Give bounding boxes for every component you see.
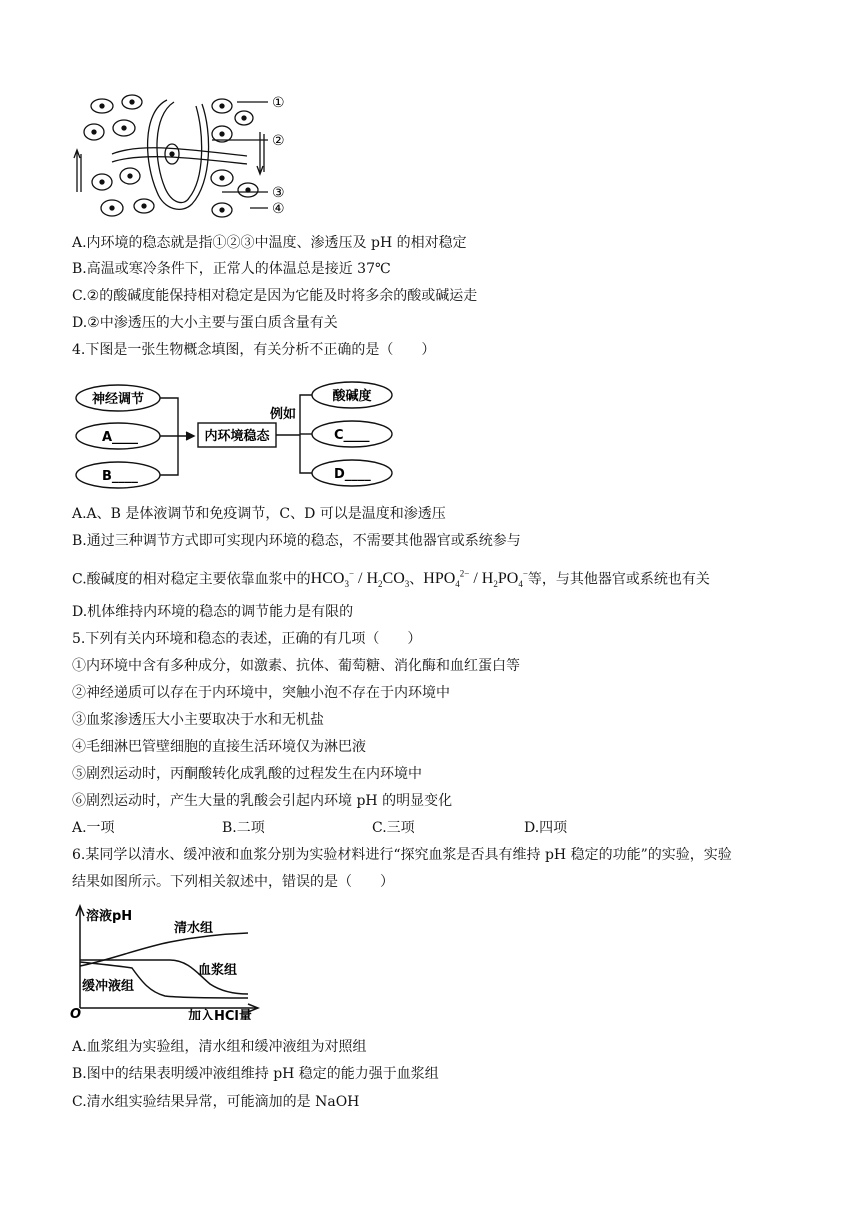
- q5-option-a: A.一项: [72, 820, 115, 836]
- q3-option-c: C.②的酸碱度能保持相对稳定是因为它能及时将多余的酸或碱运走: [72, 288, 478, 304]
- ph-graph: [70, 904, 270, 1020]
- q4-option-d: D.机体维持内环境的稳态的调节能力是有限的: [72, 604, 354, 620]
- q3-option-a: A.内环境的稳态就是指①②③中温度、渗透压及 pH 的相对稳定: [72, 235, 467, 251]
- graph-ylabel: 溶液pH: [86, 909, 133, 924]
- formula-bicarbonate: $HCO_3^- / H_2CO_3$: [310, 569, 410, 590]
- label-1: ①: [272, 95, 285, 111]
- label-4: ④: [272, 201, 285, 217]
- q5-item-4: ④毛细淋巴管壁细胞的直接生活环境仅为淋巴液: [72, 739, 366, 755]
- q5-option-b: B.二项: [222, 820, 265, 836]
- label-3: ③: [272, 185, 285, 201]
- q5-item-6: ⑥剧烈运动时，产生大量的乳酸会引起内环境 pH 的明显变化: [72, 793, 453, 809]
- label-2: ②: [272, 133, 285, 149]
- map-a: A____: [102, 430, 139, 445]
- series-plasma: 血浆组: [198, 963, 238, 978]
- q5-option-d: D.四项: [524, 820, 568, 836]
- q5-item-1: ①内环境中含有多种成分，如激素、抗体、葡萄糖、消化酶和血红蛋白等: [72, 658, 520, 674]
- tissue-figure: [72, 92, 302, 226]
- water-curve: [80, 933, 248, 966]
- q5-item-2: ②神经递质可以存在于内环境中，突触小泡不存在于内环境中: [72, 685, 450, 701]
- concept-map: [72, 378, 402, 496]
- series-water: 清水组: [174, 921, 214, 936]
- map-c: C____: [334, 428, 370, 443]
- formula-phosphate: $HPO_4^{2-} / H_2PO_4^-$: [423, 569, 528, 590]
- q4-option-b: B.通过三种调节方式即可实现内环境的稳态，不需要其他器官或系统参与: [72, 533, 521, 549]
- map-d: D____: [334, 467, 371, 482]
- series-buffer: 缓冲液组: [82, 979, 135, 994]
- q4-option-a: A.A、B 是体液调节和免疫调节，C、D 可以是温度和渗透压: [72, 506, 446, 522]
- q6-option-b: B.图中的结果表明缓冲液组维持 pH 稳定的能力强于血浆组: [72, 1066, 439, 1082]
- map-neural-regulation: 神经调节: [91, 392, 145, 407]
- graph-origin: O: [70, 1007, 82, 1020]
- q6-option-a: A.血浆组为实验组，清水组和缓冲液组为对照组: [72, 1039, 367, 1055]
- q5-item-3: ③血浆渗透压大小主要取决于水和无机盐: [72, 712, 324, 728]
- q3-option-b: B.高温或寒冷条件下，正常人的体温总是接近 37℃: [72, 261, 391, 277]
- map-ph: 酸碱度: [332, 389, 372, 404]
- q4-stem: 4.下图是一张生物概念填图，有关分析不正确的是（ ）: [72, 342, 436, 358]
- q6-stem-line-1: 6.某同学以清水、缓冲液和血浆分别为实验材料进行“探究血浆是否具有维持 pH 稳定的功能”的实验，实验: [72, 847, 732, 863]
- q3-option-d: D.②中渗透压的大小主要与蛋白质含量有关: [72, 315, 338, 331]
- q6-stem-line-2: 结果如图所示。下列相关叙述中，错误的是（ ）: [72, 874, 394, 890]
- q5-item-5: ⑤剧烈运动时，丙酮酸转化成乳酸的过程发生在内环境中: [72, 766, 422, 782]
- map-example: 例如: [270, 407, 297, 422]
- graph-xlabel: 加入HCl量: [188, 1009, 252, 1020]
- q6-option-c: C.清水组实验结果异常，可能滴加的是 NaOH: [72, 1094, 360, 1110]
- q5-stem: 5.下列有关内环境和稳态的表述，正确的有几项（ ）: [72, 631, 422, 647]
- map-b: B____: [102, 469, 138, 484]
- q5-option-c: C.三项: [372, 820, 415, 836]
- q4-option-c: C.酸碱度的相对稳定主要依靠血浆中的$HCO_3^- / H_2CO_3$、$HPO_4^{2-} / H_2PO_4^-$等，与其他器官或系统也有关: [72, 569, 710, 590]
- map-homeostasis: 内环境稳态: [204, 429, 270, 444]
